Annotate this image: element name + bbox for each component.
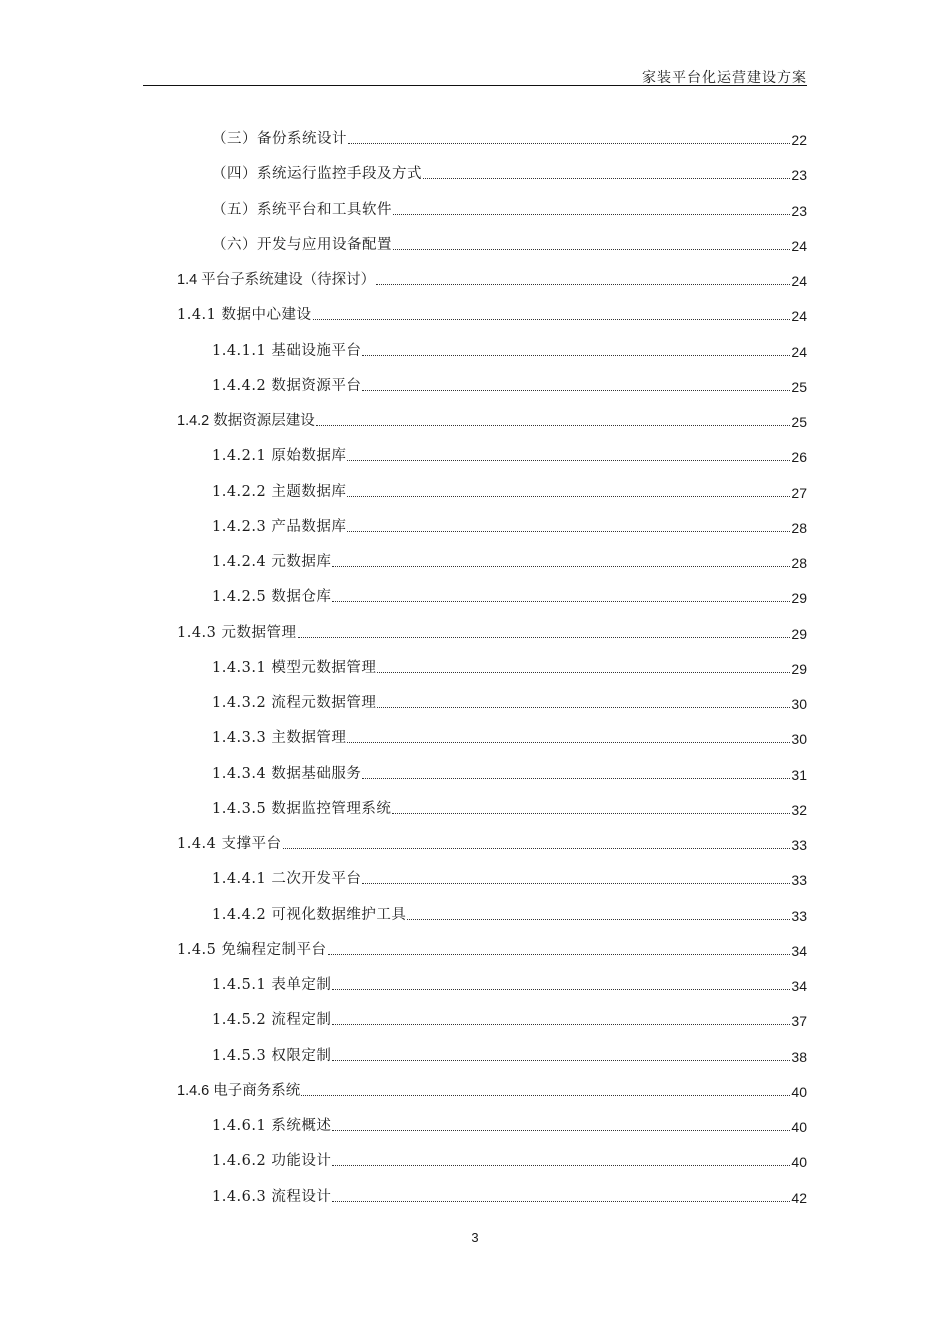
toc-leader-dots	[362, 355, 790, 356]
toc-entry-page: 25	[791, 414, 807, 430]
toc-entry-label: 1.4.3.4 数据基础服务	[212, 766, 362, 782]
toc-entry[interactable]	[177, 937, 807, 959]
toc-leader-dots	[332, 566, 790, 567]
toc-leader-dots	[347, 496, 790, 497]
toc-entry-page: 30	[791, 696, 807, 712]
toc-leader-dots	[393, 214, 790, 215]
toc-entry-label: 1.4.1.1 基础设施平台	[212, 343, 362, 359]
toc-entry[interactable]	[212, 655, 807, 677]
toc-entry-label: 1.4.5.1 表单定制	[212, 977, 332, 993]
toc-entry-page: 42	[791, 1190, 807, 1206]
toc-leader-dots	[407, 919, 790, 920]
toc-entry-label: 1.4.3.2 流程元数据管理	[212, 695, 377, 711]
toc-entry[interactable]	[212, 761, 807, 783]
toc-entry[interactable]	[177, 831, 807, 853]
toc-entry-label: 1.4.4 支撑平台	[177, 836, 282, 852]
toc-entry[interactable]	[212, 1184, 807, 1206]
toc-entry-label: 1.4.6.1 系统概述	[212, 1118, 332, 1134]
toc-entry-label: （五）系统平台和工具软件	[212, 202, 392, 218]
toc-entry[interactable]	[212, 1148, 807, 1170]
toc-entry-label: 1.4.4.2 数据资源平台	[212, 378, 362, 394]
toc-entry-page: 33	[791, 908, 807, 924]
toc-entry[interactable]	[177, 408, 807, 430]
toc-leader-dots	[377, 707, 790, 708]
toc-entry-page: 24	[791, 273, 807, 289]
toc-entry[interactable]	[177, 620, 807, 642]
toc-leader-dots	[332, 1060, 790, 1061]
toc-entry-page: 30	[791, 731, 807, 747]
toc-entry-page: 28	[791, 520, 807, 536]
toc-leader-dots	[313, 319, 791, 320]
toc-entry[interactable]	[212, 479, 807, 501]
toc-entry[interactable]	[212, 690, 807, 712]
toc-leader-dots	[328, 954, 791, 955]
toc-entry-label: 1.4.2.5 数据仓库	[212, 589, 332, 605]
toc-leader-dots	[347, 460, 790, 461]
toc-entry-label: 1.4.4.2 可视化数据维护工具	[212, 907, 407, 923]
toc-entry-page: 24	[791, 344, 807, 360]
toc-leader-dots	[298, 637, 791, 638]
toc-entry-label: （六）开发与应用设备配置	[212, 237, 392, 253]
toc-entry[interactable]	[212, 373, 807, 395]
toc-leader-dots	[347, 531, 790, 532]
toc-entry-label: （四）系统运行监控手段及方式	[212, 166, 422, 182]
toc-leader-dots	[332, 989, 790, 990]
toc-entry[interactable]	[212, 161, 807, 183]
toc-entry-label: （三）备份系统设计	[212, 131, 347, 147]
toc-entry[interactable]	[177, 267, 807, 289]
toc-entry[interactable]	[212, 796, 807, 818]
toc-entry-page: 40	[791, 1084, 807, 1100]
toc-entry[interactable]	[212, 972, 807, 994]
toc-entry[interactable]	[212, 232, 807, 254]
toc-leader-dots	[348, 143, 790, 144]
toc-leader-dots	[376, 284, 790, 285]
toc-entry[interactable]	[212, 338, 807, 360]
toc-entry-label: 1.4.1 数据中心建设	[177, 307, 312, 323]
toc-entry-page: 24	[791, 308, 807, 324]
toc-entry-label: 1.4.3.5 数据监控管理系统	[212, 801, 392, 817]
toc-entry-page: 28	[791, 555, 807, 571]
toc-entry-page: 24	[791, 238, 807, 254]
toc-entry-page: 37	[791, 1013, 807, 1029]
toc-entry-label: 1.4.3 元数据管理	[177, 625, 297, 641]
toc-entry-page: 29	[791, 626, 807, 642]
header-divider	[143, 85, 807, 86]
toc-entry-page: 29	[791, 661, 807, 677]
toc-entry[interactable]	[212, 126, 807, 148]
toc-entry-page: 22	[791, 132, 807, 148]
toc-entry-page: 25	[791, 379, 807, 395]
toc-leader-dots	[362, 883, 790, 884]
toc-entry[interactable]	[212, 197, 807, 219]
toc-entry[interactable]	[212, 584, 807, 606]
toc-entry-page: 27	[791, 485, 807, 501]
toc-leader-dots	[393, 249, 790, 250]
toc-entry[interactable]	[212, 514, 807, 536]
document-title: 家装平台化运营建设方案	[642, 70, 807, 86]
toc-entry[interactable]	[212, 902, 807, 924]
toc-entry-label: 1.4.5.3 权限定制	[212, 1048, 332, 1064]
toc-entry-page: 38	[791, 1049, 807, 1065]
toc-entry[interactable]	[212, 725, 807, 747]
toc-leader-dots	[283, 848, 791, 849]
toc-leader-dots	[332, 1024, 790, 1025]
toc-entry-page: 40	[791, 1119, 807, 1135]
toc-entry-label: 1.4 平台子系统建设（待探讨）	[177, 272, 376, 288]
toc-entry-page: 33	[791, 872, 807, 888]
toc-entry-label: 1.4.3.3 主数据管理	[212, 730, 347, 746]
toc-entry-page: 32	[791, 802, 807, 818]
toc-leader-dots	[392, 813, 790, 814]
toc-leader-dots	[316, 425, 791, 426]
toc-entry-page: 40	[791, 1154, 807, 1170]
toc-entry-label: 1.4.2.1 原始数据库	[212, 448, 347, 464]
toc-entry-label: 1.4.4.1 二次开发平台	[212, 871, 362, 887]
toc-leader-dots	[332, 1130, 790, 1131]
toc-entry-page: 33	[791, 837, 807, 853]
toc-entry-label: 1.4.6.2 功能设计	[212, 1153, 332, 1169]
toc-leader-dots	[423, 178, 790, 179]
toc-entry-label: 1.4.5.2 流程定制	[212, 1012, 332, 1028]
toc-entry-label: 1.4.2 数据资源层建设	[177, 413, 315, 429]
toc-leader-dots	[301, 1095, 790, 1096]
toc-entry-page: 23	[791, 167, 807, 183]
toc-entry-page: 34	[791, 943, 807, 959]
toc-entry-label: 1.4.2.2 主题数据库	[212, 484, 347, 500]
toc-entry-label: 1.4.6 电子商务系统	[177, 1083, 301, 1099]
toc-entry-label: 1.4.3.1 模型元数据管理	[212, 660, 377, 676]
toc-entry-page: 34	[791, 978, 807, 994]
toc-entry-page: 29	[791, 590, 807, 606]
toc-entry[interactable]	[212, 1113, 807, 1135]
toc-leader-dots	[332, 601, 790, 602]
toc-entry-page: 26	[791, 449, 807, 465]
toc-entry-label: 1.4.5 免编程定制平台	[177, 942, 327, 958]
toc-leader-dots	[347, 742, 790, 743]
toc-entry-label: 1.4.6.3 流程设计	[212, 1189, 332, 1205]
toc-entry[interactable]	[212, 443, 807, 465]
toc-entry[interactable]	[177, 1078, 807, 1100]
toc-entry[interactable]	[177, 302, 807, 324]
toc-entry[interactable]	[212, 866, 807, 888]
toc-leader-dots	[332, 1165, 790, 1166]
toc-entry[interactable]	[212, 1043, 807, 1065]
toc-leader-dots	[362, 390, 790, 391]
toc-entry-page: 23	[791, 203, 807, 219]
toc-entry-page: 31	[791, 767, 807, 783]
toc-entry[interactable]	[212, 549, 807, 571]
toc-leader-dots	[332, 1201, 790, 1202]
toc-entry-label: 1.4.2.4 元数据库	[212, 554, 332, 570]
toc-entry[interactable]	[212, 1007, 807, 1029]
page-number: 3	[471, 1230, 479, 1245]
toc-leader-dots	[362, 778, 790, 779]
toc-entry-label: 1.4.2.3 产品数据库	[212, 519, 347, 535]
toc-leader-dots	[377, 672, 790, 673]
